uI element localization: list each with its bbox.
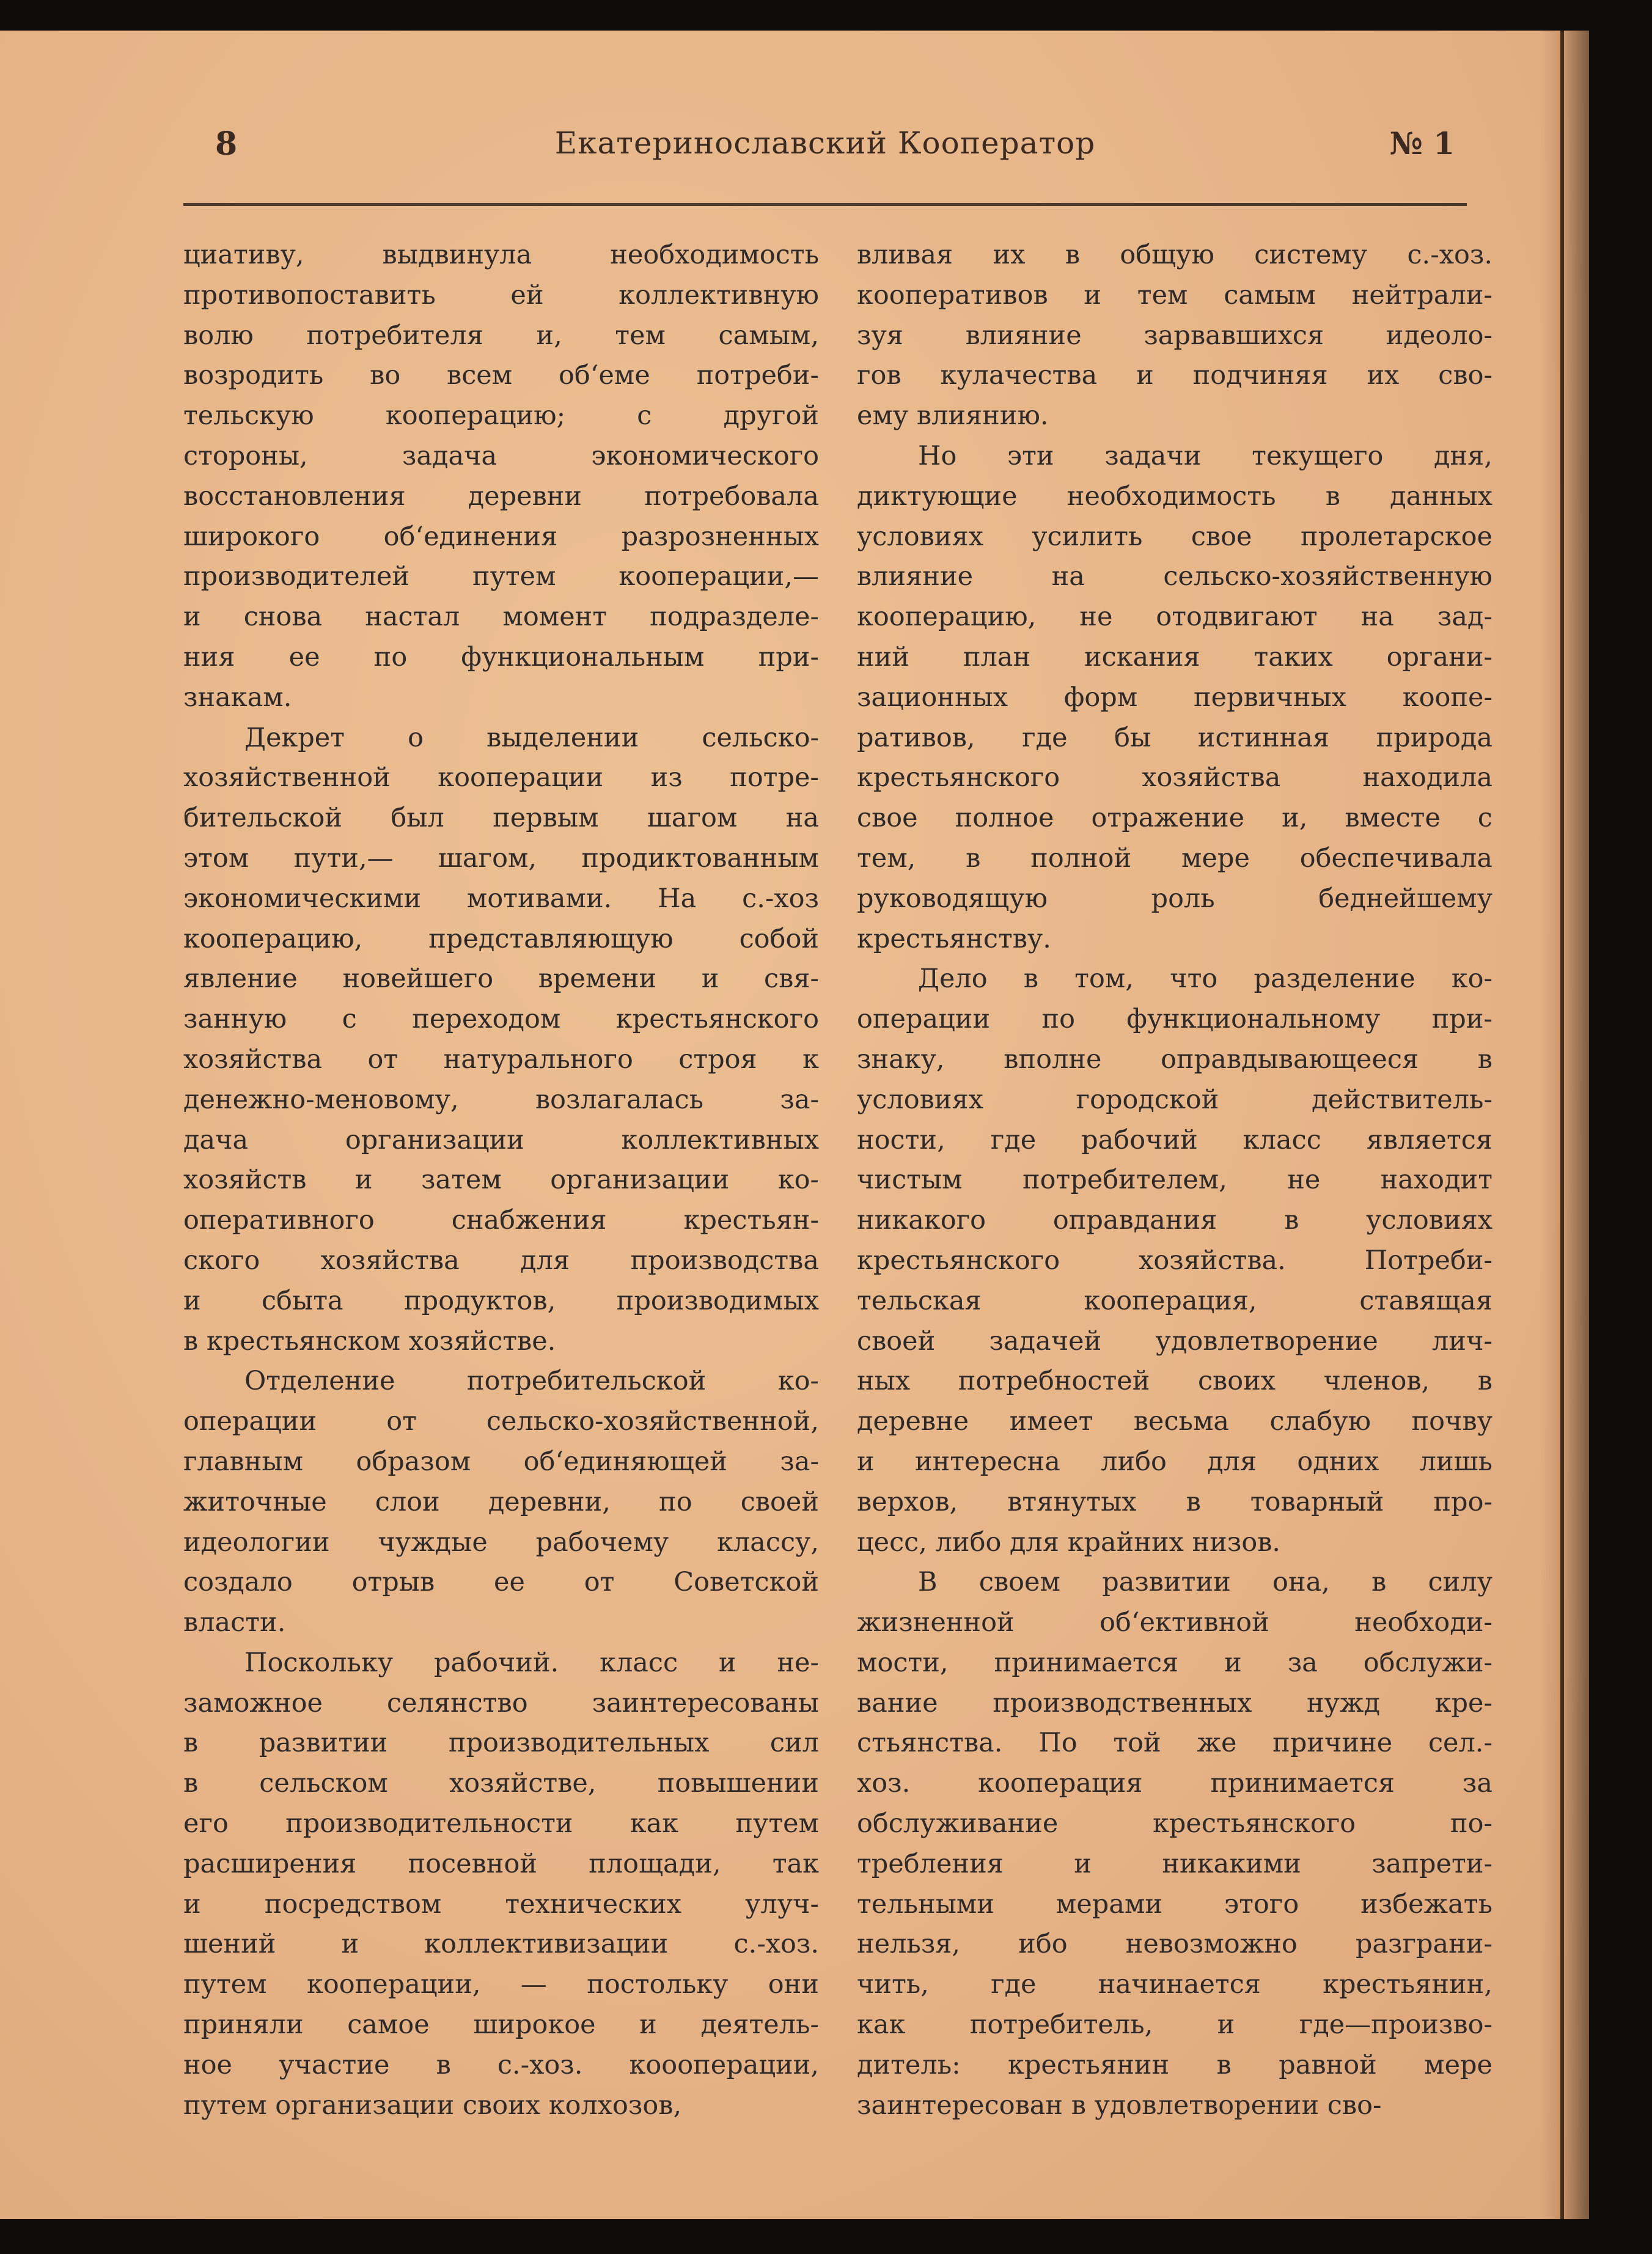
text-line: явление новейшего времени и свя- — [183, 963, 819, 995]
text-line: тем, в полной мере обеспечивала — [857, 842, 1492, 874]
text-line: этом пути,— шагом, продиктованным — [183, 842, 819, 874]
text-line: приняли самое широкое и деятель- — [183, 2009, 819, 2041]
text-line: расширения посевной площади, так — [183, 1848, 819, 1879]
text-line: вание производственных нужд кре- — [857, 1687, 1492, 1718]
text-line: дитель: крестьянин в равной мере — [857, 2049, 1492, 2080]
text-line: обслуживание крестьянского по- — [857, 1808, 1492, 1840]
text-line: в развитии производительных сил — [183, 1728, 819, 1759]
text-line: и сбыта продуктов, производимых — [183, 1285, 819, 1316]
page-spine-shadow — [1540, 31, 1589, 2219]
text-line: власти. — [183, 1607, 286, 1638]
issue-number: № 1 — [1389, 125, 1455, 161]
page-gutter-line — [1560, 31, 1564, 2219]
text-line: жизненной об‘ективной необходи- — [857, 1607, 1492, 1638]
text-line: циативу, выдвинула необходимость — [183, 240, 819, 270]
text-line: занную с переходом крестьянского — [183, 1004, 819, 1035]
text-line: заможное селянство заинтересованы — [183, 1687, 819, 1718]
text-line: верхов, втянутых в товарный про- — [857, 1486, 1492, 1517]
text-line: ний план искания таких органи- — [857, 641, 1492, 672]
text-line: житочные слои деревни, по своей — [183, 1486, 819, 1517]
text-line: и посредством технических улуч- — [183, 1888, 819, 1920]
text-line: ных потребностей своих членов, в — [857, 1366, 1492, 1397]
left-text-column — [183, 235, 819, 2126]
text-line: знакам. — [183, 682, 292, 713]
text-line: в крестьянском хозяйстве. — [183, 1325, 556, 1357]
text-line: свое полное отражение и, вместе с — [857, 803, 1492, 834]
text-line: ния ее по функциональным при- — [183, 641, 819, 672]
text-line: путем кооперации, — постольку они — [183, 1969, 819, 2000]
text-line: вливая их в общую систему с.-хоз. — [857, 240, 1492, 270]
journal-title: Екатеринославский Кооператор — [554, 125, 1096, 161]
text-line: нельзя, ибо невозможно разграни- — [857, 1929, 1492, 1960]
text-line: противопоставить ей коллективную — [183, 279, 819, 311]
text-line: хозяйств и затем организации ко- — [183, 1165, 819, 1196]
text-line: широкого об‘единения разрозненных — [183, 521, 819, 552]
text-line: бительской был первым шагом на — [183, 803, 819, 834]
text-line: идеологии чуждые рабочему классу, — [183, 1527, 819, 1558]
text-line: и снова настал момент подразделе- — [183, 602, 819, 633]
paragraph — [857, 1563, 1492, 2126]
text-line: деревне имеет весьма слабую почву — [857, 1406, 1492, 1437]
text-line: требления и никакими запрети- — [857, 1848, 1492, 1879]
header-rule — [183, 203, 1467, 206]
paragraph — [857, 235, 1492, 436]
text-line: тельными мерами этого избежать — [857, 1888, 1492, 1920]
text-line: хозяйственной кооперации из потре- — [183, 762, 819, 794]
text-line: ности, где рабочий класс является — [857, 1124, 1492, 1155]
text-line: кооперативов и тем самым нейтрали- — [857, 279, 1492, 311]
text-line: своей задачей удовлетворение лич- — [857, 1325, 1492, 1357]
text-line: цесс, либо для крайних низов. — [857, 1527, 1281, 1558]
text-line: влияние на сельско-хозяйственную — [857, 561, 1492, 592]
text-line: создало отрыв ее от Советской — [183, 1567, 819, 1598]
text-line: Поскольку рабочий. класс и не- — [244, 1647, 819, 1678]
paragraph — [183, 718, 819, 1362]
text-line: гов кулачества и подчиняя их сво- — [857, 360, 1492, 391]
text-line: зационных форм первичных коопе- — [857, 682, 1492, 713]
text-line: В своем развитии она, в силу — [918, 1567, 1492, 1598]
page-number: 8 — [215, 125, 238, 163]
text-line: Отделение потребительской ко- — [244, 1366, 819, 1397]
text-line: производителей путем кооперации,— — [183, 561, 819, 592]
text-line: Дело в том, что разделение ко- — [918, 963, 1492, 995]
text-line: его производительности как путем — [183, 1808, 819, 1840]
text-line: крестьянского хозяйства. Потреби- — [857, 1245, 1492, 1276]
text-line: шений и коллективизации с.-хоз. — [183, 1929, 819, 1960]
text-line: операции по функциональному при- — [857, 1004, 1492, 1035]
text-line: Декрет о выделении сельско- — [244, 722, 819, 753]
text-line: путем организации своих колхозов, — [183, 2090, 682, 2121]
text-line: условиях городской действитель- — [857, 1084, 1492, 1115]
text-line: условиях усилить свое пролетарское — [857, 521, 1492, 552]
text-line: знаку, вполне оправдывающееся в — [857, 1044, 1492, 1075]
text-line: оперативного снабжения крестьян- — [183, 1205, 819, 1236]
text-line: стороны, задача экономического — [183, 440, 819, 471]
text-line: руководящую роль беднейшему — [857, 883, 1492, 914]
text-line: и интересна либо для одних лишь — [857, 1446, 1492, 1477]
paragraph — [183, 1643, 819, 2126]
text-line: в сельском хозяйстве, повышении — [183, 1768, 819, 1799]
text-line: крестьянству. — [857, 923, 1051, 954]
text-line: Но эти задачи текущего дня, — [918, 440, 1492, 471]
text-line: ное участие в с.-хоз. коооперации, — [183, 2049, 819, 2080]
text-line: восстановления деревни потребовала — [183, 481, 819, 512]
text-line: ему влиянию. — [857, 400, 1049, 432]
text-line: зуя влияние зарвавшихся идеоло- — [857, 320, 1492, 351]
text-line: возродить во всем об‘еме потреби- — [183, 360, 819, 391]
paragraph — [857, 436, 1492, 959]
text-line: как потребитель, и где—произво- — [857, 2009, 1492, 2041]
text-line: главным образом об‘единяющей за- — [183, 1446, 819, 1477]
text-line: чить, где начинается крестьянин, — [857, 1969, 1492, 2000]
right-text-column — [857, 235, 1492, 2126]
text-line: экономическими мотивами. На с.-хоз — [183, 883, 819, 914]
text-line: кооперацию, представляющую собой — [183, 923, 819, 954]
text-line: диктующие необходимость в данных — [857, 481, 1492, 512]
text-line: операции от сельско-хозяйственной, — [183, 1406, 819, 1437]
text-line: хозяйства от натурального строя к — [183, 1044, 819, 1075]
text-line: заинтересован в удовлетворении сво- — [857, 2090, 1382, 2121]
text-line: чистым потребителем, не находит — [857, 1165, 1492, 1196]
text-line: крестьянского хозяйства находила — [857, 762, 1492, 794]
text-line: мости, принимается и за обслужи- — [857, 1647, 1492, 1678]
text-line: денежно-меновому, возлагалась за- — [183, 1084, 819, 1115]
paragraph — [857, 959, 1492, 1563]
paragraph — [183, 1361, 819, 1643]
text-line: ского хозяйства для производства — [183, 1245, 819, 1276]
text-line: кооперацию, не отодвигают на зад- — [857, 602, 1492, 633]
text-line: тельскую кооперацию; с другой — [183, 400, 819, 432]
text-line: стьянства. По той же причине сел.- — [857, 1728, 1492, 1759]
paragraph — [183, 235, 819, 718]
text-line: хоз. кооперация принимается за — [857, 1768, 1492, 1799]
text-line: никакого оправдания в условиях — [857, 1205, 1492, 1236]
text-line: тельская кооперация, ставящая — [857, 1285, 1492, 1316]
scanned-page — [0, 31, 1589, 2219]
running-header — [183, 125, 1467, 174]
text-line: ративов, где бы истинная природа — [857, 722, 1492, 753]
text-line: волю потребителя и, тем самым, — [183, 320, 819, 351]
text-line: дача организации коллективных — [183, 1124, 819, 1155]
